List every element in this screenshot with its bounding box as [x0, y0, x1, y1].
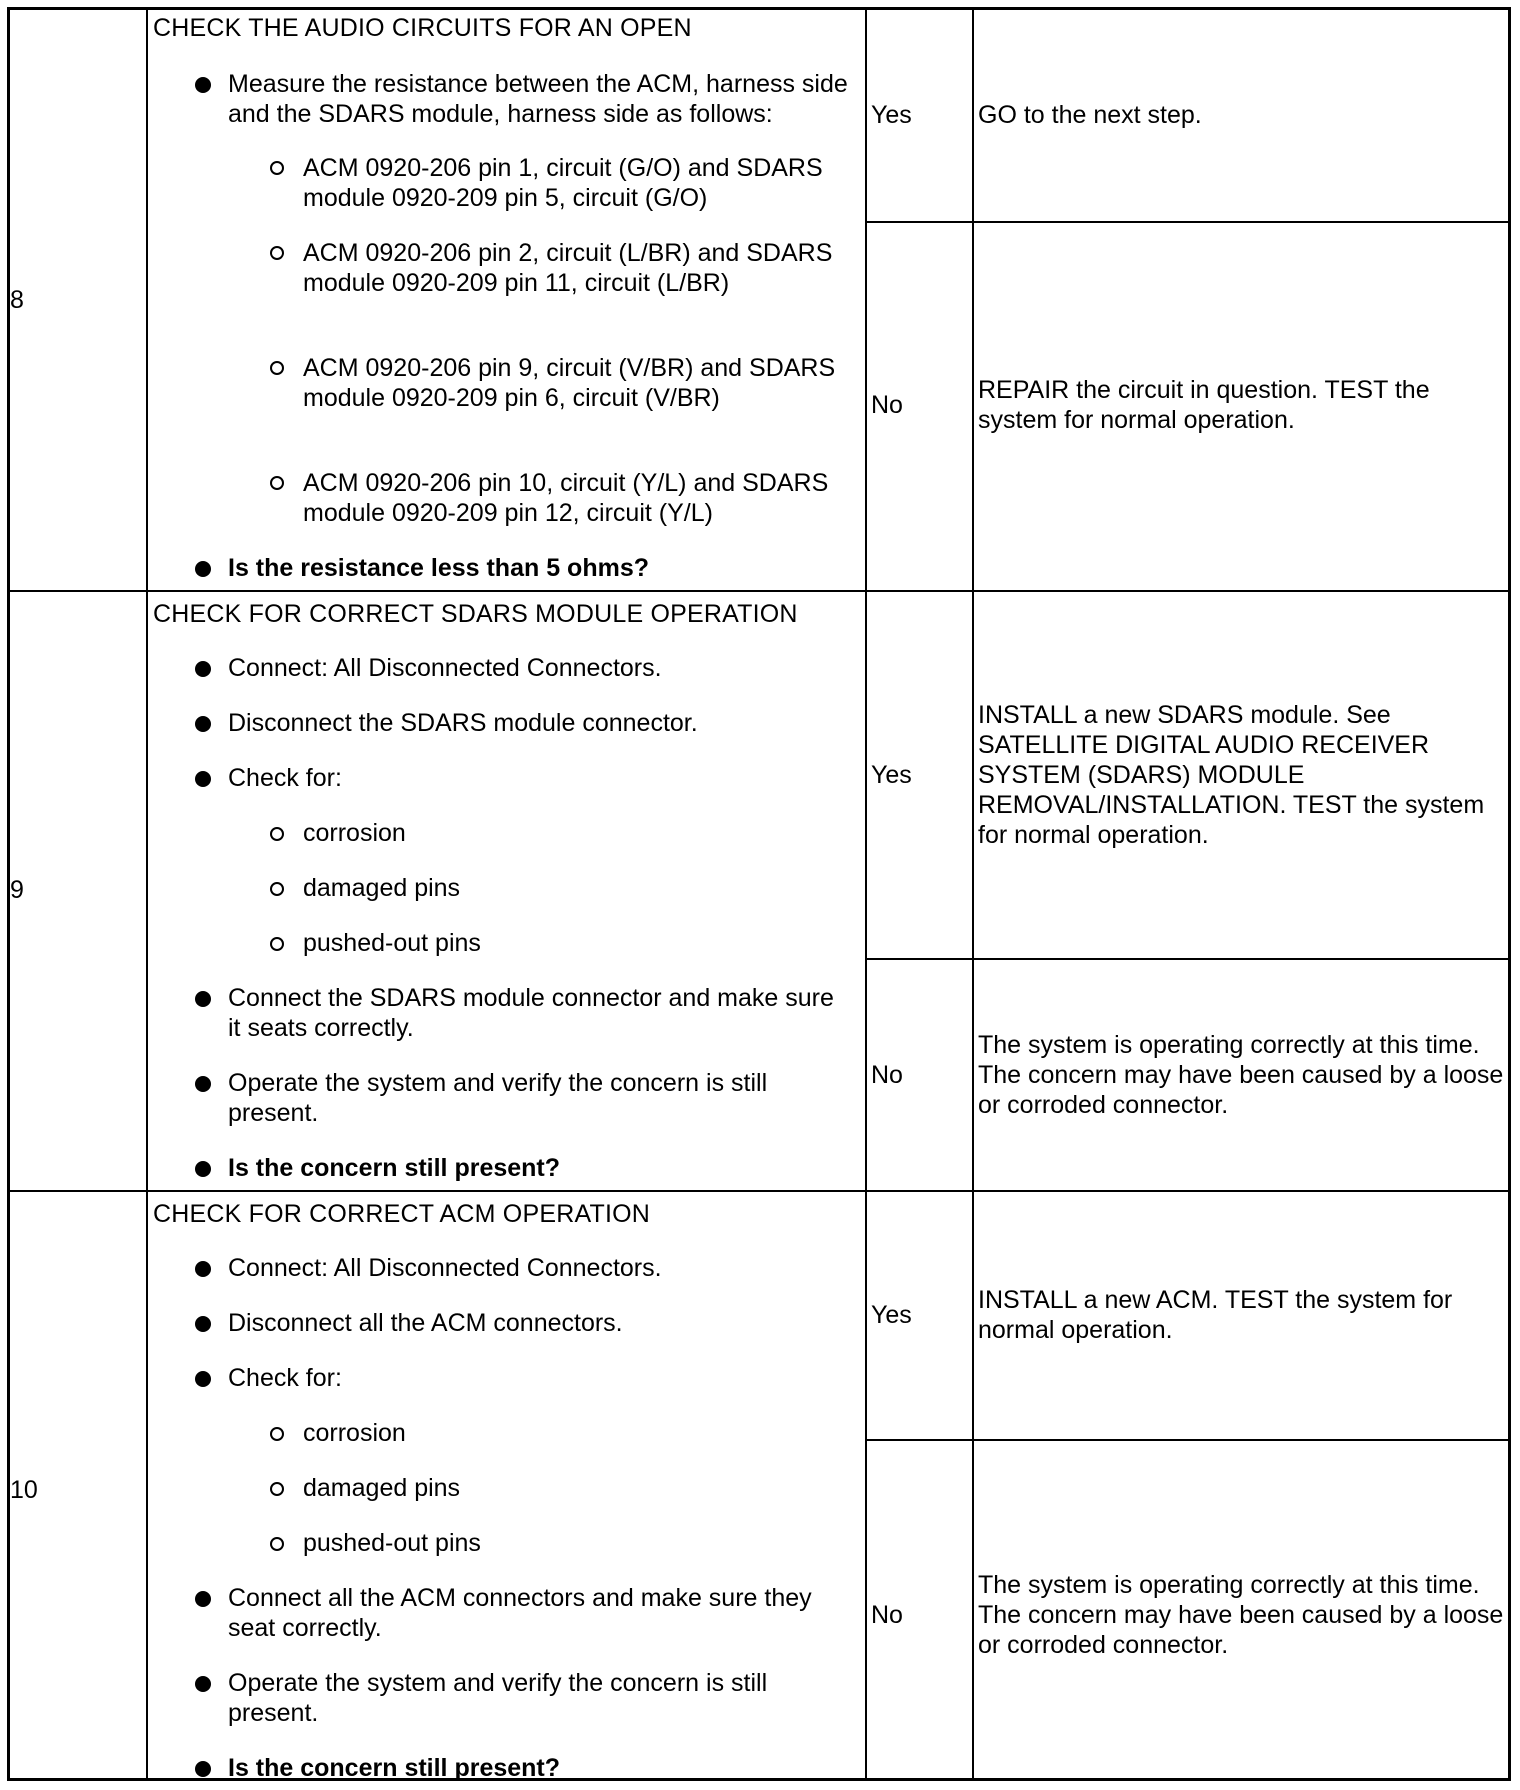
step-question: Is the concern still present?: [228, 1754, 561, 1782]
bullet-icon: [195, 716, 211, 732]
bullet-icon: [195, 77, 211, 93]
sub-bullet-icon: [270, 882, 284, 896]
bullet-icon: [195, 1076, 211, 1092]
sub-bullet-icon: [270, 161, 284, 175]
result-yes-action: GO to the next step.: [978, 101, 1202, 129]
row-divider-10-yes-no: [865, 1439, 1511, 1441]
circuit-check-item: ACM 0920-206 pin 2, circuit (L/BR) and SDARS module 0920-209 pin 11, circuit (L/BR): [303, 239, 833, 297]
sub-bullet-icon: [270, 1482, 284, 1496]
bullet-icon: [195, 1371, 211, 1387]
result-yes-action: INSTALL a new ACM. TEST the system for normal operation.: [978, 1286, 1453, 1344]
step-title: CHECK FOR CORRECT ACM OPERATION: [153, 1200, 650, 1228]
step-instruction: Connect: All Disconnected Connectors.: [228, 654, 662, 682]
step-question: Is the resistance less than 5 ohms?: [228, 554, 649, 582]
column-divider-action: [972, 7, 974, 1781]
result-yes-label: Yes: [871, 761, 912, 789]
sub-bullet-icon: [270, 1427, 284, 1441]
sub-bullet-icon: [270, 361, 284, 375]
step-instruction: Disconnect the SDARS module connector.: [228, 709, 698, 737]
bullet-icon: [195, 1591, 211, 1607]
circuit-check-item: ACM 0920-206 pin 10, circuit (Y/L) and SDARS module 0920-209 pin 12, circuit (Y/L): [303, 469, 829, 527]
sub-bullet-icon: [270, 827, 284, 841]
circuit-check-item: ACM 0920-206 pin 9, circuit (V/BR) and SDARS module 0920-209 pin 6, circuit (V/BR): [303, 354, 836, 412]
bullet-icon: [195, 1316, 211, 1332]
result-yes-action: INSTALL a new SDARS module. See SATELLITE DIGITAL AUDIO RECEIVER SYSTEM (SDARS) MODULE REMOVAL/INSTALLATION. TEST the system for normal operation.: [978, 701, 1485, 849]
step-title: CHECK THE AUDIO CIRCUITS FOR AN OPEN: [153, 14, 692, 42]
bullet-icon: [195, 991, 211, 1007]
result-no-action: The system is operating correctly at this time. The concern may have been caused by a loose or corroded connector.: [978, 1031, 1504, 1119]
step-question: Is the concern still present?: [228, 1154, 561, 1182]
check-item: damaged pins: [303, 1474, 461, 1502]
result-yes-label: Yes: [871, 1301, 912, 1329]
bullet-icon: [195, 1261, 211, 1277]
check-item: corrosion: [303, 819, 406, 847]
step-instruction: Connect the SDARS module connector and make sure it seats correctly.: [228, 984, 834, 1042]
step-instruction: Measure the resistance between the ACM, harness side and the SDARS module, harness side as follows:: [228, 70, 848, 128]
result-no-label: No: [871, 1601, 903, 1629]
step-instruction: Operate the system and verify the concern is still present.: [228, 1669, 768, 1727]
sub-bullet-icon: [270, 476, 284, 490]
check-item: damaged pins: [303, 874, 461, 902]
sub-bullet-icon: [270, 1537, 284, 1551]
step-instruction: Operate the system and verify the concern is still present.: [228, 1069, 768, 1127]
check-item: pushed-out pins: [303, 1529, 481, 1557]
step-instruction: Connect: All Disconnected Connectors.: [228, 1254, 662, 1282]
step-title: CHECK FOR CORRECT SDARS MODULE OPERATION: [153, 600, 798, 628]
sub-bullet-icon: [270, 246, 284, 260]
row-divider-9-yes-no: [865, 958, 1511, 960]
column-divider-step: [146, 7, 148, 1781]
sub-bullet-icon: [270, 937, 284, 951]
column-divider-result: [865, 7, 867, 1781]
result-yes-label: Yes: [871, 101, 912, 129]
result-no-label: No: [871, 391, 903, 419]
result-no-action: The system is operating correctly at this time. The concern may have been caused by a loose or corroded connector.: [978, 1571, 1504, 1659]
row-divider-step-8-9: [7, 590, 1511, 592]
step-instruction: Check for:: [228, 1364, 342, 1392]
step-number: 9: [10, 876, 24, 904]
result-no-label: No: [871, 1061, 903, 1089]
step-number: 8: [10, 286, 24, 314]
circuit-check-item: ACM 0920-206 pin 1, circuit (G/O) and SDARS module 0920-209 pin 5, circuit (G/O): [303, 154, 823, 212]
step-number: 10: [10, 1476, 38, 1504]
step-instruction: Connect all the ACM connectors and make sure they seat correctly.: [228, 1584, 812, 1642]
bullet-icon: [195, 771, 211, 787]
step-instruction: Disconnect all the ACM connectors.: [228, 1309, 623, 1337]
bullet-icon: [195, 561, 211, 577]
bullet-icon: [195, 661, 211, 677]
row-divider-step-9-10: [7, 1190, 1511, 1192]
bullet-icon: [195, 1761, 211, 1777]
check-item: pushed-out pins: [303, 929, 481, 957]
bullet-icon: [195, 1161, 211, 1177]
result-no-action: REPAIR the circuit in question. TEST the system for normal operation.: [978, 376, 1430, 434]
bullet-icon: [195, 1676, 211, 1692]
row-divider-8-yes-no: [865, 221, 1511, 223]
step-instruction: Check for:: [228, 764, 342, 792]
check-item: corrosion: [303, 1419, 406, 1447]
